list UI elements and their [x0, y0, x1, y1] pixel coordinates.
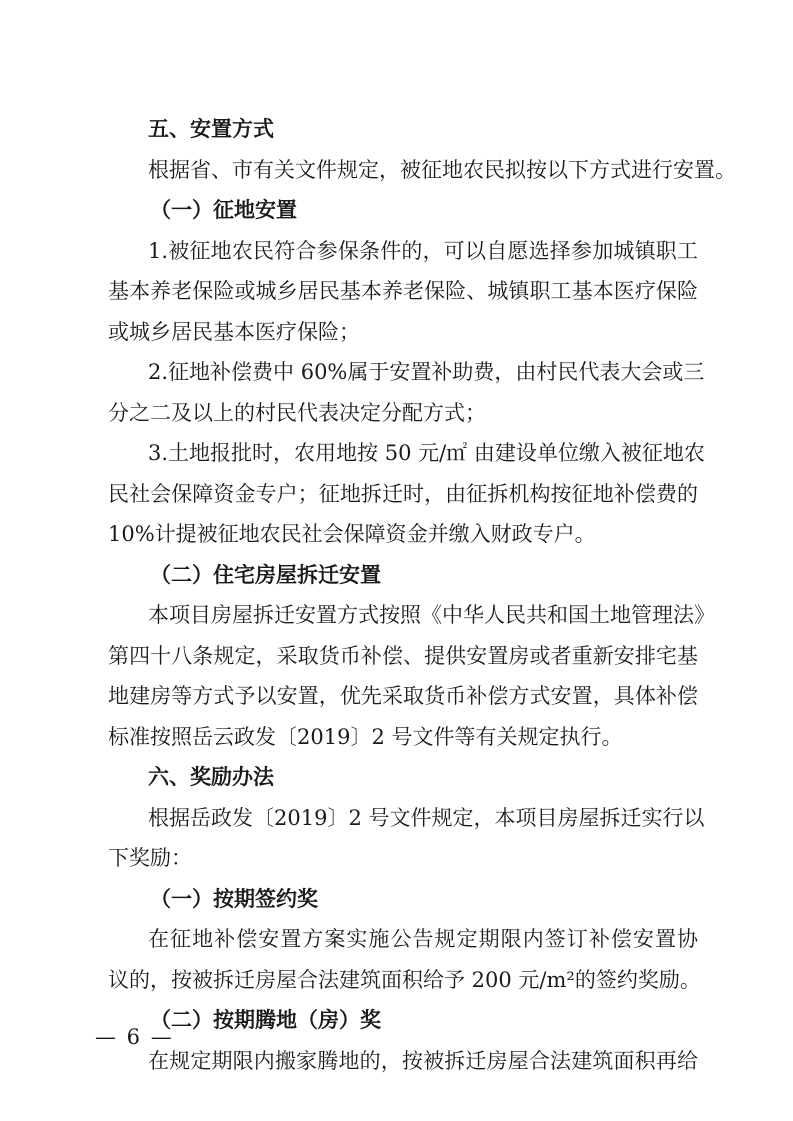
reward-intro-line2: 下奖励： — [108, 846, 192, 870]
subheading-vacate-reward: （二）按期腾地（房）奖 — [150, 1007, 381, 1032]
page-number: — 6 — — [95, 1025, 174, 1049]
housing-line4: 标准按照岳云政发〔2019〕2 号文件等有关规定执行。 — [108, 724, 623, 749]
item1-line2: 基本养老保险或城乡居民基本养老保险、城镇职工基本医疗保险 — [108, 279, 698, 303]
item1-line3: 或城乡居民基本医疗保险； — [108, 319, 360, 344]
item1-line1: 1.被征地农民符合参保条件的，可以自愿选择参加城镇职工 — [148, 238, 698, 263]
housing-line2: 第四十八条规定，采取货币补偿、提供安置房或者重新安排宅基 — [108, 643, 698, 668]
paragraph-intro: 根据省、市有关文件规定，被征地农民拟按以下方式进行安置。 — [148, 157, 736, 182]
housing-line3: 地建房等方式予以安置，优先采取货币补偿方式安置，具体补偿 — [108, 684, 698, 708]
vacate-reward-line1: 在规定期限内搬家腾地的，按被拆迁房屋合法建筑面积再给 — [148, 1048, 698, 1073]
item3-line1: 3.土地报批时，农用地按 50 元/㎡ 由建设单位缴入被征地农 — [148, 441, 705, 465]
subheading-signing-reward: （一）按期签约奖 — [150, 885, 318, 911]
item3-line3: 10%计提被征地农民社会保障资金并缴入财政专户。 — [108, 522, 596, 546]
item2-line2: 分之二及以上的村民代表决定分配方式； — [108, 400, 486, 425]
item3-line2: 民社会保障资金专户；征地拆迁时，由征拆机构按征地补偿费的 — [108, 481, 698, 506]
reward-intro-line1: 根据岳政发〔2019〕2 号文件规定，本项目房屋拆迁实行以 — [148, 805, 705, 830]
section-heading-rewards: 六、奖励办法 — [148, 764, 274, 789]
sign-reward-line2: 议的，按被拆迁房屋合法建筑面积给予 200 元/m²的签约奖励。 — [108, 967, 701, 992]
section-heading-resettlement: 五、安置方式 — [148, 116, 274, 141]
subheading-land-resettlement: （一）征地安置 — [150, 197, 297, 222]
sign-reward-line1: 在征地补偿安置方案实施公告规定期限内签订补偿安置协 — [148, 927, 698, 951]
subheading-housing-resettlement: （二）住宅房屋拆迁安置 — [150, 561, 381, 587]
item2-line1: 2.征地补偿费中 60%属于安置补助费，由村民代表大会或三 — [148, 360, 705, 384]
housing-line1: 本项目房屋拆迁安置方式按照《中华人民共和国土地管理法》 — [148, 603, 715, 627]
